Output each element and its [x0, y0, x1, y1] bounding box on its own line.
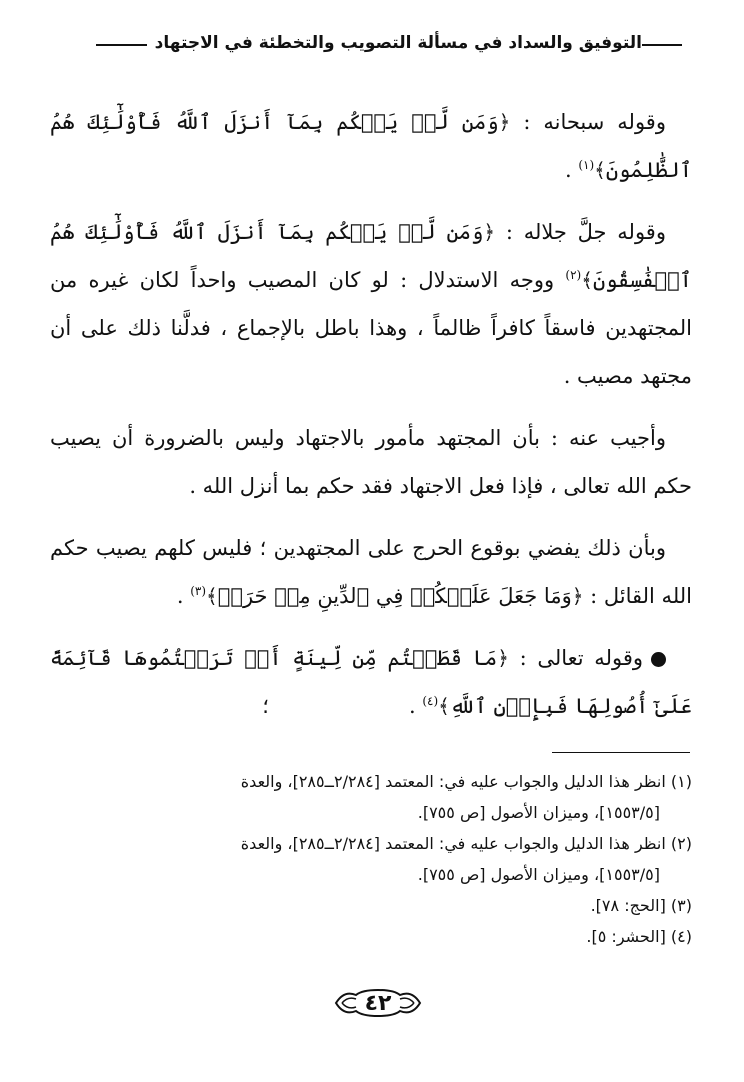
- footnote-ref-4: (٤): [422, 694, 439, 708]
- footnote-3: [46, 890, 692, 921]
- paragraph-1-end: .: [564, 158, 572, 182]
- paragraph-3: [50, 414, 692, 510]
- footnote-1-line-1: انظر هذا الدليل والجواب عليه في: المعتمد [٢/٢٨٤ــ٢٨٥]، والعدة: [240, 772, 666, 791]
- paragraph-4-end: .: [176, 584, 184, 608]
- paragraph-2: [50, 208, 692, 400]
- footnotes: [46, 766, 692, 952]
- quran-close-bracket: ﴾: [438, 694, 450, 718]
- footnote-1-line-2: [١٥٥٣/٥]، وميزان الأصول [ص ٧٥٥].: [417, 803, 660, 822]
- footnote-2: [46, 828, 692, 890]
- footnote-ref-3: (٣): [190, 584, 207, 598]
- paragraph-5-end: .: [408, 694, 416, 718]
- footnote-4: [46, 921, 692, 952]
- footnote-separator: [552, 752, 690, 753]
- footnote-ref-2: (٢): [565, 268, 582, 282]
- main-text: [50, 98, 692, 744]
- paragraph-4: [50, 524, 692, 620]
- footnote-2-line-2: [١٥٥٣/٥]، وميزان الأصول [ص ٧٥٥].: [417, 865, 660, 884]
- header-title: التوفيق والسداد في مسألة التصويب والتخطئة في الاجتهاد: [154, 33, 642, 53]
- paragraph-4-text: وبأن ذلك يفضي بوقوع الحرج على المجتهدين ؛ فليس كلهم يصيب حكم الله القائل :: [50, 536, 692, 608]
- running-header: [96, 28, 688, 58]
- paragraph-5: [50, 634, 692, 730]
- header-rule-left: [96, 44, 147, 46]
- footnote-3-number: (٣): [670, 896, 692, 915]
- quran-verse-3: وَمَا جَعَلَ عَلَيۡكُمۡ فِي ٱلدِّينِ مِنۡ حَرَجٖ: [217, 584, 572, 608]
- quran-verse-4: مَا قَطَعۡتُم مِّن لِّينَةٍ أَوۡ تَرَكۡتُمُوهَا قَآئِمَةً عَلَىٰٓ أُصُولِهَا فَبِإِذۡنِ ٱللَّهِ: [50, 646, 692, 718]
- quran-verse-2: وَمَن لَّمۡ يَحۡكُم بِمَآ أَنزَلَ ٱللَّهُ فَأُوْلَٰٓئِكَ هُمُ ٱلۡفَٰسِقُونَ: [50, 220, 692, 292]
- footnote-1: [46, 766, 692, 828]
- footnote-ref-1: (١): [578, 158, 595, 172]
- footnote-4-number: (٤): [670, 927, 692, 946]
- footnote-3-text: [الحج: ٧٨].: [590, 896, 666, 915]
- quran-open-bracket: ﴿: [483, 220, 496, 244]
- footnote-4-text: [الحشر: ٥].: [586, 927, 666, 946]
- paragraph-1-intro: وقوله سبحانه :: [523, 110, 666, 134]
- page-number: [332, 986, 424, 1020]
- paragraph-2-text: ووجه الاستدلال : لو كان المصيب واحداً لكان غيره من المجتهدين فاسقاً كافراً ظالماً ، وهذا باطل بالإجماع ، فدلَّنا ذلك على أن مجتهد مصيب .: [50, 268, 692, 388]
- paragraph-2-intro: وقوله جلَّ جلاله :: [505, 220, 666, 244]
- quran-close-bracket: ﴾: [206, 584, 218, 608]
- footnote-2-line-1: انظر هذا الدليل والجواب عليه في: المعتمد [٢/٢٨٤ــ٢٨٥]، والعدة: [240, 834, 666, 853]
- paragraph-1: [50, 98, 692, 194]
- quran-verse-1: وَمَن لَّمۡ يَحۡكُم بِمَآ أَنزَلَ ٱللَّهُ فَأُوْلَٰٓئِكَ هُمُ ٱلظَّٰلِمُونَ: [50, 110, 692, 182]
- stray-mark: ؛: [262, 694, 269, 718]
- quran-open-bracket: ﴿: [498, 110, 511, 134]
- quran-open-bracket: ﴿: [571, 584, 584, 608]
- footnote-1-number: (١): [670, 772, 692, 791]
- bullet-icon: [651, 652, 666, 667]
- quran-close-bracket: ﴾: [581, 268, 593, 292]
- quran-open-bracket: ﴿: [497, 646, 509, 670]
- page-number-text: ٤٢: [364, 990, 392, 1016]
- paragraph-3-text: وأجيب عنه : بأن المجتهد مأمور بالاجتهاد وليس بالضرورة أن يصيب حكم الله تعالى ، فإذا فعل الاجتهاد فقد حكم بما أنزل الله .: [50, 426, 692, 498]
- quran-close-bracket: ﴾: [594, 158, 606, 182]
- paragraph-5-intro: وقوله تعالى :: [519, 646, 643, 670]
- header-rule-right: [642, 44, 682, 46]
- footnote-2-number: (٢): [670, 834, 692, 853]
